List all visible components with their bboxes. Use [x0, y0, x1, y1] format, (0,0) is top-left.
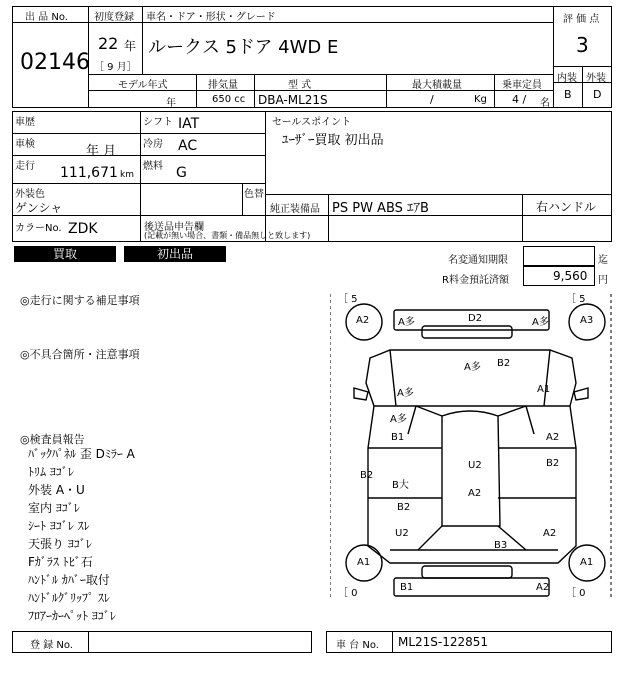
capacity-unit: 名	[540, 98, 550, 109]
sales-point-label: セールスポイント	[272, 117, 352, 128]
model-type: DBA-ML21S	[258, 93, 328, 107]
equipment-label: 純正装備品	[270, 204, 320, 215]
capacity: 4 /	[512, 93, 527, 106]
bracket-top-left: ［ 5	[338, 294, 358, 305]
model-year-unit: 年	[166, 98, 176, 109]
damage-label: A2	[468, 488, 482, 499]
inspector-line: 室内 ﾖｺﾞﾚ	[28, 501, 80, 515]
fuel: G	[176, 165, 187, 181]
damage-label: A多	[464, 362, 481, 373]
tire-label: A1	[580, 557, 594, 568]
inspector-line: 外装 A・U	[28, 483, 85, 497]
inspector-line: ﾊﾞｯｸﾊﾟﾈﾙ 歪 Dﾐﾗｰ A	[28, 447, 135, 461]
tag-first-listing: 初出品	[124, 246, 226, 262]
name-change-label: 名変通知期限	[448, 255, 508, 266]
tire-label: A3	[580, 315, 594, 326]
defect-notes-label: ◎不具合箇所・注意事項	[20, 348, 140, 361]
max-load-unit: Kg	[474, 94, 487, 105]
first-reg-label: 初度登録	[94, 12, 134, 23]
tire-label: A2	[356, 315, 370, 326]
history-label: 車歴	[15, 117, 35, 128]
ext-color: ゲンシャ	[15, 201, 63, 215]
name-change-unit: 迄	[598, 255, 608, 266]
rear-bumper	[394, 578, 549, 596]
tire-label: A1	[357, 557, 371, 568]
recycle-label: R料金預託済額	[442, 275, 509, 286]
max-load: /	[430, 93, 434, 106]
mileage-label: 走行	[15, 161, 35, 172]
inspector-line: ﾊﾝﾄﾞﾙｸﾞﾘｯﾌﾟ ｽﾚ	[28, 591, 110, 605]
inspection-value: 年 月	[86, 144, 117, 159]
ac-label: 冷房	[143, 139, 163, 150]
shift-label: シフト	[143, 117, 173, 128]
damage-label: B2	[497, 358, 511, 369]
damage-label: A多	[532, 317, 549, 328]
chassis-label: 車 台 No.	[336, 640, 379, 651]
inspector-line: ﾊﾝﾄﾞﾙ ｶﾊﾞｰ取付	[28, 573, 110, 587]
damage-label: B大	[392, 480, 409, 491]
mileage: 111,671	[60, 165, 118, 181]
model-year-label: モデル年式	[118, 80, 168, 91]
damage-label: B1	[391, 432, 405, 443]
damage-label: B2	[546, 458, 560, 469]
bracket-bottom-left: ［ 0	[338, 588, 358, 599]
damage-label: A2	[543, 528, 557, 539]
capacity-label: 乗車定員	[502, 80, 542, 91]
mileage-unit: km	[120, 170, 134, 180]
damage-label: B1	[400, 582, 414, 593]
damage-label: A2	[546, 432, 560, 443]
name-change-box	[523, 246, 595, 266]
era-year: 22	[98, 34, 119, 53]
ext-color-label: 外装色	[15, 189, 45, 200]
interior-label: 内装	[557, 73, 577, 84]
damage-label: A2	[536, 582, 550, 593]
displacement-label: 排気量	[208, 80, 238, 91]
car-damage-diagram	[330, 288, 612, 606]
damage-label: B2	[360, 470, 374, 481]
inspector-line: Fｶﾞﾗｽ ﾄﾋﾞ石	[28, 555, 93, 569]
damage-label: U2	[468, 460, 482, 471]
score-label: 評 価 点	[563, 14, 600, 25]
score: 3	[576, 33, 589, 57]
year-unit: 年	[124, 39, 137, 53]
inspector-report-label: ◎検査員報告	[20, 433, 85, 446]
inspector-line: ｼｰﾄ ﾖｺﾞﾚ ｽﾚ	[28, 519, 90, 533]
model-type-label: 型 式	[288, 80, 312, 91]
damage-label: A1	[537, 384, 551, 395]
fuel-label: 燃料	[143, 161, 163, 172]
post-delivery-note: (記載が無い場合、書類・備品無しと致します)	[144, 231, 311, 240]
inspector-line: ﾄﾘﾑ ﾖｺﾞﾚ	[28, 465, 74, 479]
recycle-unit: 円	[598, 275, 608, 286]
damage-label: A多	[390, 414, 407, 425]
lot-no: 02146	[20, 50, 90, 75]
damage-label: B3	[494, 540, 508, 551]
color-no-label: カラーNo.	[15, 223, 62, 234]
bracket-top-right: ［ 5	[566, 294, 586, 305]
tag-kaitori: 買取	[14, 246, 116, 262]
color-no: ZDK	[68, 221, 98, 237]
steering: 右ハンドル	[536, 200, 597, 214]
car-name: ルークス 5ドア 4WD E	[148, 37, 339, 58]
damage-label: U2	[395, 528, 409, 539]
bracket-bottom-right: ［ 0	[566, 588, 586, 599]
reg-month: ［ 9 月］	[94, 62, 137, 73]
inspector-line: 天張り ﾖｺﾞﾚ	[28, 537, 92, 551]
damage-label: A多	[397, 388, 414, 399]
exterior-grade: D	[593, 88, 602, 101]
displacement: 650 cc	[212, 94, 246, 105]
exterior-label: 外装	[586, 73, 606, 84]
inspector-line: ﾌﾛｱｰｶｰﾍﾟｯﾄ ﾖｺﾞﾚ	[28, 609, 116, 623]
damage-label: B2	[397, 502, 411, 513]
equipment: PS PW ABS ｴｱB	[332, 201, 429, 216]
shift: IAT	[178, 116, 200, 132]
lot-no-label: 出 品 No.	[25, 12, 68, 23]
damage-label: A多	[398, 317, 415, 328]
post-delivery-label: 後送品申告欄	[144, 222, 204, 233]
max-load-label: 最大積載量	[412, 80, 462, 91]
recycle-amount: 9,560	[553, 269, 588, 283]
damage-label: D2	[468, 313, 483, 324]
sales-point: ﾕｰｻﾞｰ買取 初出品	[282, 133, 384, 148]
inspection-label: 車検	[15, 139, 35, 150]
color-change-label: 色替	[244, 189, 264, 200]
car-name-label: 車名・ドア・形状・グレード	[146, 12, 276, 23]
ac: AC	[178, 138, 198, 154]
reg-no-label: 登 録 No.	[30, 640, 73, 651]
chassis-no: ML21S-122851	[398, 635, 489, 649]
driving-notes-label: ◎走行に関する補足事項	[20, 294, 140, 307]
interior-grade: B	[564, 88, 572, 101]
